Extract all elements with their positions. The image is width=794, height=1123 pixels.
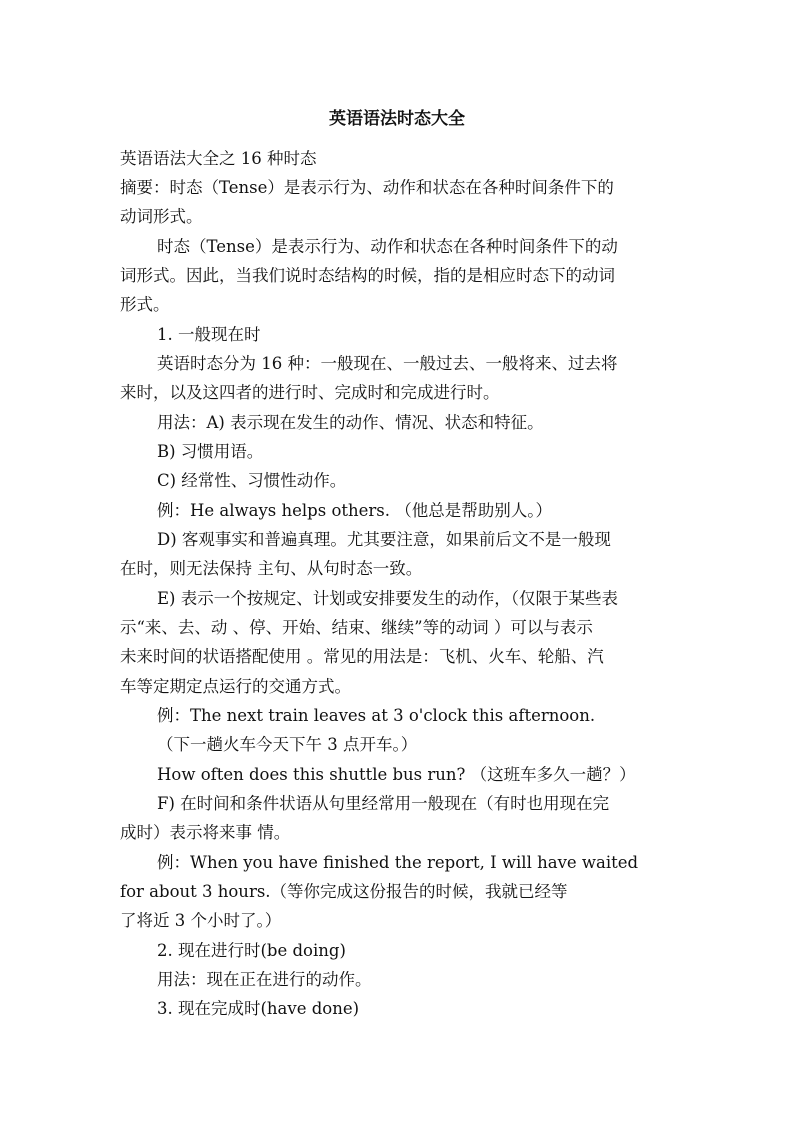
example-line: How often does this shuttle bus run? （这班车多久一趟？） (157, 765, 636, 784)
paragraph-line: 词形式。因此，当我们说时态结构的时候，指的是相应时态下的动词 (120, 266, 615, 285)
paragraph-line: 车等定期定点运行的交通方式。 (120, 677, 351, 696)
example-translation: 了将近 3 个小时了。） (120, 911, 282, 930)
section-heading: 2. 现在进行时(be doing) (157, 941, 346, 960)
section-heading: 3. 现在完成时(have done) (157, 999, 360, 1018)
paragraph-line: 在时，则无法保持 主句、从句时态一致。 (120, 559, 423, 578)
paragraph-line: 形式。 (120, 295, 170, 314)
usage-line: E) 表示一个按规定、计划或安排要发生的动作，（仅限于某些表 (157, 589, 618, 608)
paragraph-line: 示“来、去、动 、停、开始、结束、继续”等的动词 ）可以与表示 (120, 618, 593, 637)
example-translation: （下一趟火车今天下午 3 点开车。） (157, 735, 418, 754)
example-line: 例：The next train leaves at 3 o'clock this afternoon. (157, 706, 596, 725)
example-line: 例：When you have finished the report, I will have waited (157, 853, 639, 872)
document-title: 英语语法时态大全 (329, 109, 465, 129)
example-line: 例：He always helps others. （他总是帮助别人。） (157, 501, 553, 520)
subtitle-line: 英语语法大全之 16 种时态 (120, 149, 317, 168)
section-heading: 1. 一般现在时 (157, 325, 261, 344)
paragraph-line: 英语时态分为 16 种：一般现在、一般过去、一般将来、过去将 (157, 354, 618, 373)
example-line: for about 3 hours.（等你完成这份报告的时候，我就已经等 (120, 882, 568, 901)
usage-line: 用法：现在正在进行的动作。 (157, 970, 372, 989)
paragraph-line: 来时，以及这四者的进行时、完成时和完成进行时。 (120, 383, 500, 402)
abstract-line: 摘要：时态（Tense）是表示行为、动作和状态在各种时间条件下的 (120, 178, 614, 197)
usage-line: C) 经常性、习惯性动作。 (157, 471, 347, 490)
abstract-line: 动词形式。 (120, 207, 203, 226)
paragraph-line: 未来时间的状语搭配使用 。常见的用法是：飞机、火车、轮船、汽 (120, 647, 604, 666)
paragraph-line: 成时）表示将来事 情。 (120, 823, 291, 842)
usage-line: F) 在时间和条件状语从句里经常用一般现在（有时也用现在完 (157, 794, 610, 813)
paragraph-line: 时态（Tense）是表示行为、动作和状态在各种时间条件下的动 (157, 237, 618, 256)
usage-line: B) 习惯用语。 (157, 442, 264, 461)
usage-line: 用法：A) 表示现在发生的动作、情况、状态和特征。 (157, 413, 544, 432)
usage-line: D) 客观事实和普遍真理。尤其要注意，如果前后文不是一般现 (157, 530, 611, 549)
